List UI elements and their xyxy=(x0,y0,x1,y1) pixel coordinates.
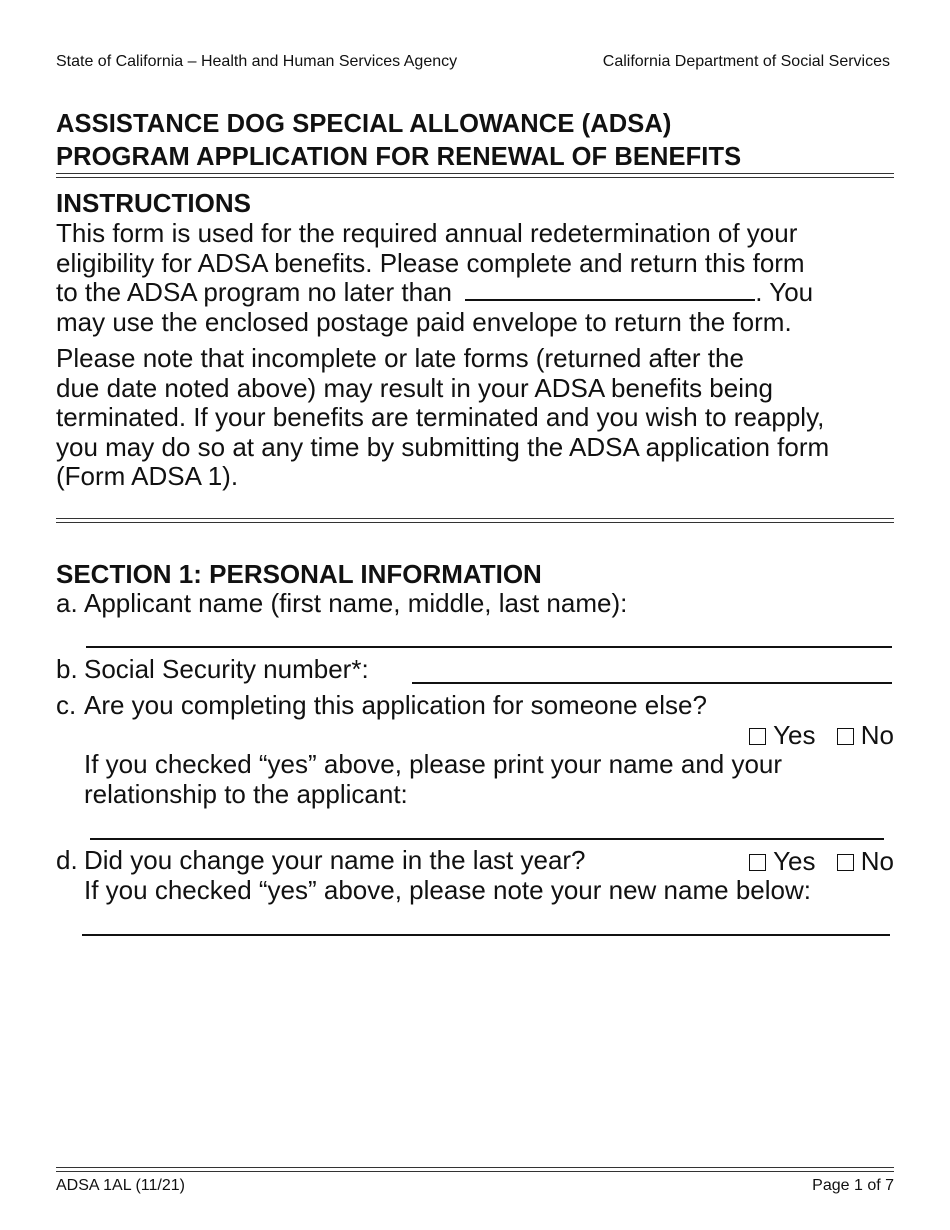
department-name: California Department of Social Services xyxy=(602,53,890,70)
instructions-text: may use the enclosed postage paid envelope to return the form. xyxy=(56,306,792,337)
instructions-text: eligibility for ADSA benefits. Please complete and return this form xyxy=(56,247,805,278)
instructions-heading: INSTRUCTIONS xyxy=(56,188,251,218)
item-c-yes-label: Yes xyxy=(773,720,816,750)
item-d-no-option[interactable] xyxy=(837,846,894,876)
item-a-label xyxy=(56,589,627,619)
instructions-text: you may do so at any time by submitting the ADSA application form xyxy=(56,431,830,462)
item-c-yes-option[interactable] xyxy=(749,720,815,750)
agency-name: State of California – Health and Human Services Agency xyxy=(56,53,458,70)
item-d-no-label: No xyxy=(860,846,894,876)
item-c-text: Are you completing this application for someone else? xyxy=(84,690,707,720)
form-title-line1: ASSISTANCE DOG SPECIAL ALLOWANCE (ADSA) xyxy=(56,110,672,138)
instructions-text: Please note that incomplete or late forms (returned after the xyxy=(56,343,744,373)
instructions-text: This form is used for the required annual redetermination of your xyxy=(56,218,798,248)
item-d-yes-label: Yes xyxy=(773,846,816,876)
due-date-line xyxy=(56,278,901,308)
item-d-text: Did you change your name in the last year? xyxy=(84,845,586,875)
title-divider xyxy=(56,173,894,178)
item-d-options xyxy=(735,846,894,876)
item-c-marker: c. xyxy=(56,690,77,720)
item-c-label xyxy=(56,691,707,721)
checkbox-icon[interactable] xyxy=(837,854,854,871)
due-date-blank[interactable] xyxy=(465,279,755,301)
instructions-text: due date noted above) may result in your ADSA benefits being xyxy=(56,372,773,403)
form-title-line2: PROGRAM APPLICATION FOR RENEWAL OF BENEFITS xyxy=(56,143,742,171)
form-id: ADSA 1AL (11/21) xyxy=(56,1177,185,1194)
item-d-marker: d. xyxy=(56,845,78,875)
instructions-paragraph-2 xyxy=(56,344,906,492)
footer-divider xyxy=(56,1167,894,1172)
item-c-followup-text: If you checked “yes” above, please print your name and your xyxy=(84,749,783,779)
form-title xyxy=(56,108,896,174)
item-c-options xyxy=(735,720,894,750)
instructions-paragraph-1 xyxy=(56,219,901,337)
section1-heading: SECTION 1: PERSONAL INFORMATION xyxy=(56,559,542,589)
preparer-name-relationship-field[interactable] xyxy=(90,818,884,840)
instructions-divider xyxy=(56,518,894,523)
item-d-followup: If you checked “yes” above, please note your new name below: xyxy=(84,875,811,905)
item-b-marker: b. xyxy=(56,654,78,684)
item-c-no-option[interactable] xyxy=(837,720,894,750)
applicant-name-field[interactable] xyxy=(86,626,892,648)
ssn-field[interactable] xyxy=(412,662,892,684)
page-number: Page 1 of 7 xyxy=(812,1177,894,1194)
item-c-no-label: No xyxy=(860,720,894,750)
item-b-text: Social Security number*: xyxy=(84,654,369,684)
item-c-followup-text: relationship to the applicant: xyxy=(84,778,408,809)
item-d-yes-option[interactable] xyxy=(749,846,815,876)
item-d-label xyxy=(56,846,586,876)
checkbox-icon[interactable] xyxy=(837,728,854,745)
new-name-field[interactable] xyxy=(82,914,890,936)
item-c-followup xyxy=(84,750,904,809)
instructions-text: terminated. If your benefits are terminated and you wish to reapply, xyxy=(56,402,825,433)
item-a-marker: a. xyxy=(56,588,78,618)
checkbox-icon[interactable] xyxy=(749,854,766,871)
item-b-label xyxy=(56,655,369,685)
instructions-text: . You xyxy=(755,277,814,308)
item-a-text: Applicant name (first name, middle, last name): xyxy=(84,588,628,618)
checkbox-icon[interactable] xyxy=(749,728,766,745)
instructions-text: (Form ADSA 1). xyxy=(56,461,239,492)
instructions-text: to the ADSA program no later than xyxy=(56,277,453,308)
